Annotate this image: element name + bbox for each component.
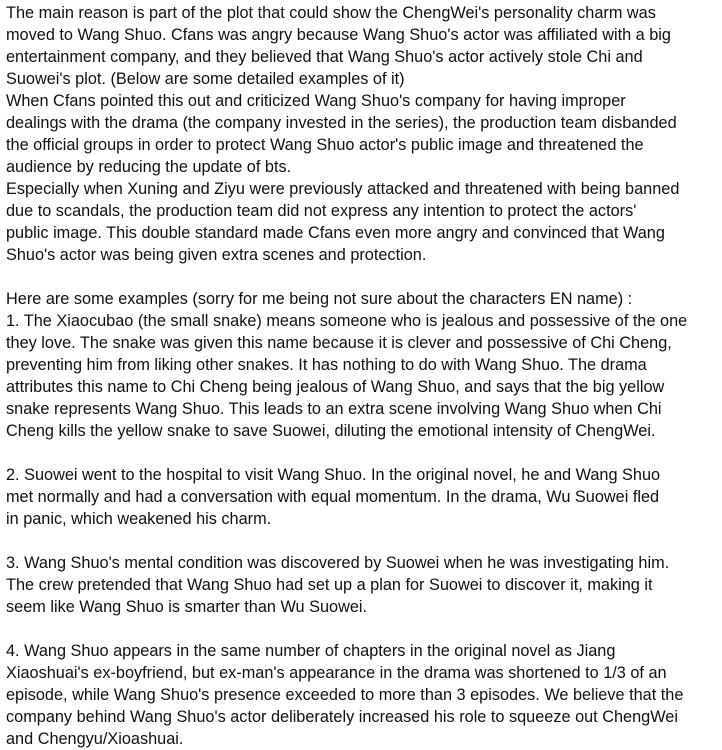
example-3 — [6, 552, 722, 618]
paragraph-gap — [6, 442, 722, 464]
text-line: moved to Wang Shuo. Cfans was angry because Wang Shuo's actor was affiliated with a big — [6, 26, 671, 44]
text-line: 3. Wang Shuo's mental condition was discovered by Suowei when he was investigating him. — [6, 554, 670, 572]
example-4 — [6, 640, 722, 750]
text-line: entertainment company, and they believed that Wang Shuo's actor actively stole Chi and — [6, 48, 643, 66]
text-line: dealings with the drama (the company invested in the series), the production team disbanded — [6, 114, 677, 132]
text-line: they love. The snake was given this name because it is clever and possessive of Chi Cheng, — [6, 334, 672, 352]
text-line: 4. Wang Shuo appears in the same number of chapters in the original novel as Jiang — [6, 642, 616, 660]
text-line: preventing him from liking other snakes. It has nothing to do with Wang Shuo. The drama — [6, 356, 647, 374]
example-1 — [6, 310, 722, 442]
text-line: due to scandals, the production team did not express any intention to protect the actors' — [6, 202, 637, 220]
text-line: snake represents Wang Shuo. This leads to an extra scene involving Wang Shuo when Chi — [6, 400, 662, 418]
text-line: company behind Wang Shuo's actor deliberately increased his role to squeeze out ChengWei — [6, 708, 678, 726]
text-line: attributes this name to Chi Cheng being jealous of Wang Shuo, and says that the big yellow — [6, 378, 665, 396]
disband-paragraph — [6, 90, 722, 178]
examples-heading: Here are some examples (sorry for me being not sure about the characters EN name) : — [6, 290, 633, 308]
paragraph-gap — [6, 530, 722, 552]
text-line: seem like Wang Shuo is smarter than Wu Suowei. — [6, 598, 368, 616]
text-line: episode, while Wang Shuo's presence exceeded to more than 3 episodes. We believe that the — [6, 686, 684, 704]
text-line: Suowei's plot. (Below are some detailed examples of it) — [6, 70, 405, 88]
text-line: Shuo's actor was being given extra scenes and protection. — [6, 246, 427, 264]
example-2 — [6, 464, 722, 530]
text-line: audience by reducing the update of bts. — [6, 158, 292, 176]
text-line: Especially when Xuning and Ziyu were previously attacked and threatened with being banned — [6, 180, 680, 198]
text-line: When Cfans pointed this out and criticized Wang Shuo's company for having improper — [6, 92, 626, 110]
text-line: in panic, which weakened his charm. — [6, 510, 272, 528]
text-line: The crew pretended that Wang Shuo had set up a plan for Suowei to discover it, making it — [6, 576, 653, 594]
text-line: Xiaoshuai's ex-boyfriend, but ex-man's appearance in the drama was shortened to 1/3 of an — [6, 664, 667, 682]
text-line: Cheng kills the yellow snake to save Suowei, diluting the emotional intensity of ChengWei. — [6, 422, 656, 440]
intro-paragraph — [6, 2, 722, 90]
double-standard-paragraph — [6, 178, 722, 266]
text-line: met normally and had a conversation with equal momentum. In the drama, Wu Suowei fled — [6, 488, 660, 506]
text-line: the official groups in order to protect Wang Shuo actor's public image and threatened the — [6, 136, 644, 154]
text-line: 2. Suowei went to the hospital to visit Wang Shuo. In the original novel, he and Wang Shuo — [6, 466, 661, 484]
paragraph-gap — [6, 618, 722, 640]
text-line: 1. The Xiaocubao (the small snake) means someone who is jealous and possessive of the one — [6, 312, 688, 330]
paragraph-gap — [6, 266, 722, 288]
text-line: The main reason is part of the plot that could show the ChengWei's personality charm was — [6, 4, 656, 22]
text-line: and Chengyu/Xioashuai. — [6, 730, 184, 748]
text-line: public image. This double standard made Cfans even more angry and convinced that Wang — [6, 224, 665, 242]
